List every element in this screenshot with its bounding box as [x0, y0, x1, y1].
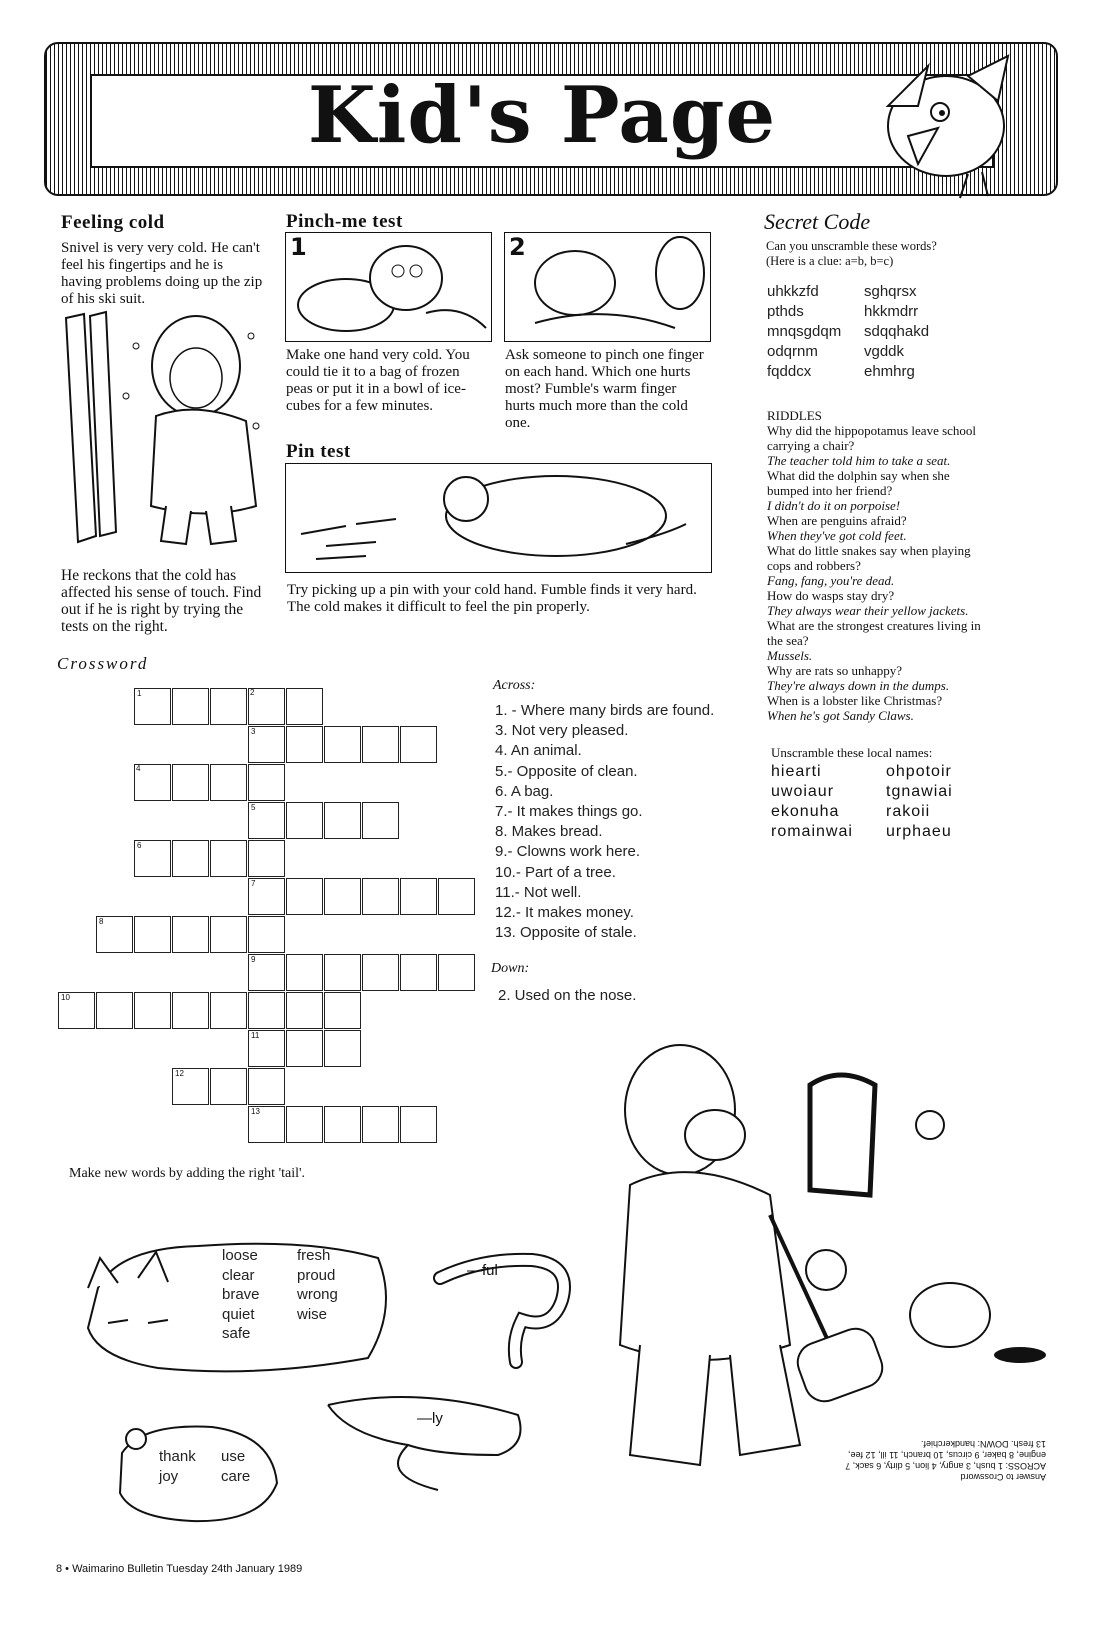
crossword-cell[interactable] — [248, 764, 285, 801]
down-clues — [498, 986, 636, 1006]
riddle-question: When is a lobster like Christmas? — [767, 693, 943, 708]
crossword-cell[interactable] — [248, 916, 285, 953]
down-heading: Down: — [491, 961, 530, 976]
across-clue: 3. Not very pleased. — [495, 722, 629, 740]
crossword-cell[interactable] — [96, 916, 133, 953]
alf-croquet-illustration — [600, 1015, 1060, 1480]
cat-words-col-1 — [222, 1246, 260, 1344]
crossword-cell-number: 5 — [251, 803, 256, 812]
riddle-question: Why did the hippopotamus leave school carrying a chair? — [767, 423, 977, 453]
code-word: mnqsgdqm — [767, 323, 842, 340]
crossword-cell[interactable] — [362, 1106, 399, 1143]
panel-number: 1 — [290, 233, 307, 261]
riddle-answer: Fang, fang, you're dead. — [767, 573, 895, 588]
answer-line: ACROSS: 1 bush, 3 angry, 4 lion, 5 dirty, 6 sack, 7 — [845, 1461, 1046, 1471]
crossword-cell[interactable] — [134, 916, 171, 953]
tail-word: wise — [297, 1305, 328, 1323]
pinching-fingers-illustration — [505, 233, 710, 341]
crossword-cell-number: 9 — [251, 955, 256, 964]
riddle-answer: The teacher told him to take a seat. — [767, 453, 951, 468]
crossword-cell[interactable] — [210, 916, 247, 953]
crossword-cell[interactable] — [362, 726, 399, 763]
answer-line: engine, 8 baker, 9 circus, 10 branch, 11 ill, 12 fee, — [848, 1450, 1046, 1460]
crossword-cell[interactable] — [210, 764, 247, 801]
crossword-cell[interactable] — [248, 878, 285, 915]
across-clue: 12.- It makes money. — [495, 904, 634, 922]
tail-word: fresh — [297, 1247, 331, 1264]
tails-instruction: Make new words by adding the right 'tail'. — [69, 1166, 305, 1181]
local-name: ohpotoir — [886, 763, 952, 780]
local-name: rakoii — [886, 803, 931, 820]
crossword-cell[interactable] — [324, 954, 361, 991]
tail-word: clear — [222, 1266, 255, 1284]
crossword-cell[interactable] — [286, 802, 323, 839]
crossword-cell[interactable] — [248, 726, 285, 763]
crossword-cell[interactable] — [362, 954, 399, 991]
crossword-cell[interactable] — [286, 726, 323, 763]
crossword-cell[interactable] — [324, 1030, 361, 1067]
tail-word: thank — [159, 1448, 196, 1465]
pinch-test-panel-1 — [285, 232, 492, 342]
secret-code-col-1 — [767, 282, 841, 382]
crossword-cell-number: 7 — [251, 879, 256, 888]
code-word: odqrnm — [767, 343, 818, 360]
ful-tail-label: —ful — [467, 1262, 498, 1279]
riddle-answer: They're always down in the dumps. — [767, 678, 950, 693]
riddle-answer: Mussels. — [767, 648, 813, 663]
crossword-cell-number: 1 — [137, 689, 142, 698]
across-clue: 13. Opposite of stale. — [495, 924, 637, 942]
tail-word: care — [221, 1468, 251, 1485]
local-name: urphaeu — [886, 823, 952, 840]
across-clue: 7.- It makes things go. — [495, 803, 643, 821]
across-clue: 1. - Where many birds are found. — [495, 702, 715, 719]
mouse-words-col-2 — [221, 1447, 250, 1487]
crossword-cell[interactable] — [210, 688, 247, 725]
feeling-cold-heading: Feeling cold — [61, 212, 165, 233]
pinch-test-caption-2: Ask someone to pinch one finger on each hand. Which one hurts most? Fumble's warm finger hurts much more than the cold one. — [505, 347, 704, 431]
riddles-block — [767, 408, 992, 723]
local-names-col-1 — [771, 762, 853, 842]
bird-mascot-illustration — [858, 46, 1018, 206]
crossword-cell-number: 2 — [250, 688, 255, 697]
crossword-cell[interactable] — [362, 802, 399, 839]
tail-word: wrong — [297, 1286, 338, 1303]
crossword-cell[interactable] — [172, 840, 209, 877]
pinch-test-panel-2 — [504, 232, 711, 342]
fumble-pins-illustration — [286, 464, 711, 572]
riddle-answer: When he's got Sandy Claws. — [767, 708, 914, 723]
crossword-answer — [818, 1438, 1046, 1482]
crossword-cell[interactable] — [134, 992, 171, 1029]
riddle-answer: I didn't do it on porpoise! — [767, 498, 901, 513]
crossword-cell[interactable] — [324, 878, 361, 915]
riddle-question: What did the dolphin say when she bumped into her friend? — [767, 468, 950, 498]
crossword-cell[interactable] — [248, 1030, 285, 1067]
local-names-col-2 — [886, 762, 953, 842]
across-clue: 10.- Part of a tree. — [495, 863, 616, 881]
code-word: fqddcx — [767, 363, 812, 380]
crossword-cell[interactable] — [286, 878, 323, 915]
crossword-cell[interactable] — [248, 802, 285, 839]
crossword-cell-number: 12 — [175, 1069, 184, 1078]
page-title: Kid's Page — [307, 70, 777, 161]
feeling-cold-intro: Snivel is very very cold. He can't feel his fingertips and he is having problems doing up the zip of his ski suit. — [61, 240, 263, 307]
across-clue: 9.- Clowns work here. — [495, 843, 641, 861]
code-word: uhkkzfd — [767, 283, 819, 300]
tail-word: quiet — [222, 1305, 255, 1323]
answer-line: 13 fresh. DOWN: handkerchief. — [920, 1439, 1046, 1449]
local-name: tgnawiai — [886, 783, 953, 800]
crossword-cell[interactable] — [210, 840, 247, 877]
riddles-heading: RIDDLES — [767, 408, 822, 423]
pin-test-heading: Pin test — [286, 441, 351, 462]
local-name: romainwai — [771, 823, 853, 840]
secret-code-instructions: Can you unscramble these words? (Here is a clue: a=b, b=c) — [766, 239, 937, 268]
crossword-cell[interactable] — [286, 954, 323, 991]
crossword-cell[interactable] — [248, 1068, 285, 1105]
mouse-words-col-1 — [159, 1447, 196, 1487]
crossword-cell[interactable] — [96, 992, 133, 1029]
crossword-cell[interactable] — [248, 1106, 285, 1143]
riddle-question: What do little snakes say when playing cops and robbers? — [767, 543, 971, 573]
pin-test-caption: Try picking up a pin with your cold hand. Fumble finds it very hard. The cold makes it difficult to feel the pin properly. — [287, 582, 697, 615]
tail-word: proud — [297, 1266, 336, 1284]
cat-words-col-2 — [297, 1246, 338, 1324]
crossword-cell[interactable] — [248, 840, 285, 877]
code-word: pthds — [767, 303, 804, 320]
crossword-cell[interactable] — [400, 954, 437, 991]
ferret-illustration — [318, 1385, 538, 1495]
code-word: ehmhrg — [864, 363, 915, 380]
across-clue: 11.- Not well. — [495, 883, 582, 901]
page-footer: 8 • Waimarino Bulletin Tuesday 24th January 1989 — [56, 1563, 303, 1575]
across-clue: 8. Makes bread. — [495, 823, 603, 841]
crossword-cell[interactable] — [362, 878, 399, 915]
riddle-question: How do wasps stay dry? — [767, 588, 895, 603]
crossword-cell[interactable] — [286, 1106, 323, 1143]
crossword-cell[interactable] — [172, 992, 209, 1029]
crossword-cell[interactable] — [438, 878, 475, 915]
crossword-cell[interactable] — [324, 992, 361, 1029]
tail-word: loose — [222, 1247, 258, 1264]
riddle-question: When are penguins afraid? — [767, 513, 907, 528]
frozen-peas-bowl-illustration — [286, 233, 491, 341]
crossword-cell[interactable] — [286, 1030, 323, 1067]
crossword-cell[interactable] — [286, 992, 323, 1029]
crossword-cell[interactable] — [438, 954, 475, 991]
tail-word: safe — [222, 1325, 251, 1342]
across-clue: 5.- Opposite of clean. — [495, 762, 638, 780]
crossword-cell-number: 3 — [251, 727, 256, 736]
code-word: sghqrsx — [864, 283, 917, 300]
answer-line: Answer to Crossword — [960, 1472, 1046, 1482]
code-word: hkkmdrr — [864, 303, 919, 320]
down-clue: 2. Used on the nose. — [498, 987, 637, 1004]
crossword-cell-number: 6 — [137, 841, 142, 850]
secret-code-col-2 — [864, 282, 929, 382]
crossword-cell[interactable] — [400, 1106, 437, 1143]
riddle-question: Why are rats so unhappy? — [767, 663, 903, 678]
panel-number: 2 — [509, 233, 526, 261]
crossword-cell[interactable] — [324, 802, 361, 839]
across-clues — [495, 701, 714, 943]
pin-test-panel — [285, 463, 712, 573]
code-word: vgddk — [864, 343, 905, 360]
local-name: uwoiaur — [771, 783, 835, 800]
crossword-cell[interactable] — [172, 916, 209, 953]
crossword-cell-number: 11 — [251, 1031, 260, 1040]
across-clue: 4. An animal. — [495, 742, 582, 760]
crossword-cell[interactable] — [400, 726, 437, 763]
crossword-cell[interactable] — [324, 726, 361, 763]
riddle-question: What are the strongest creatures living in the sea? — [767, 618, 981, 648]
worm-tail-illustration — [432, 1250, 582, 1370]
crossword-cell[interactable] — [172, 764, 209, 801]
crossword-cell[interactable] — [58, 992, 95, 1029]
crossword-cell[interactable] — [172, 1068, 209, 1105]
pinch-test-heading: Pinch-me test — [286, 211, 403, 232]
across-clue: 6. A bag. — [495, 782, 554, 800]
crossword-cell-number: 10 — [61, 993, 70, 1002]
local-name: hiearti — [771, 763, 822, 780]
crossword-cell[interactable] — [248, 954, 285, 991]
secret-code-heading: Secret Code — [764, 209, 871, 234]
crossword-cell[interactable] — [210, 1068, 247, 1105]
code-word: sdqqhakd — [864, 323, 930, 340]
across-heading: Across: — [493, 678, 536, 693]
tail-word: joy — [159, 1468, 179, 1485]
crossword-cell-number: 4 — [136, 764, 141, 773]
crossword-cell[interactable] — [210, 992, 247, 1029]
tail-word: brave — [222, 1286, 260, 1303]
local-name: ekonuha — [771, 803, 840, 820]
tail-word: use — [221, 1448, 246, 1465]
local-names-heading: Unscramble these local names: — [771, 745, 933, 760]
snivel-skier-illustration — [56, 306, 266, 556]
crossword-cell[interactable] — [324, 1106, 361, 1143]
riddle-answer: They always wear their yellow jackets. — [767, 603, 969, 618]
crossword-cell-number: 8 — [99, 917, 104, 926]
pinch-test-caption-1: Make one hand very cold. You could tie it to a bag of frozen peas or put it in a bowl of ice-cubes for a few minutes. — [286, 347, 470, 414]
ly-tail-label: —ly — [417, 1410, 443, 1427]
crossword-cell[interactable] — [172, 688, 209, 725]
feeling-cold-outro: He reckons that the cold has affected his sense of touch. Find out if he is right by trying the tests on the right. — [61, 567, 262, 635]
crossword-cell[interactable] — [248, 992, 285, 1029]
crossword-heading: Crossword — [57, 654, 149, 673]
crossword-cell[interactable] — [286, 688, 323, 725]
crossword-cell[interactable] — [400, 878, 437, 915]
crossword-cell[interactable] — [134, 688, 171, 725]
riddle-answer: When they've got cold feet. — [767, 528, 907, 543]
crossword-cell-number: 13 — [251, 1107, 260, 1116]
crossword-cell[interactable] — [134, 840, 171, 877]
